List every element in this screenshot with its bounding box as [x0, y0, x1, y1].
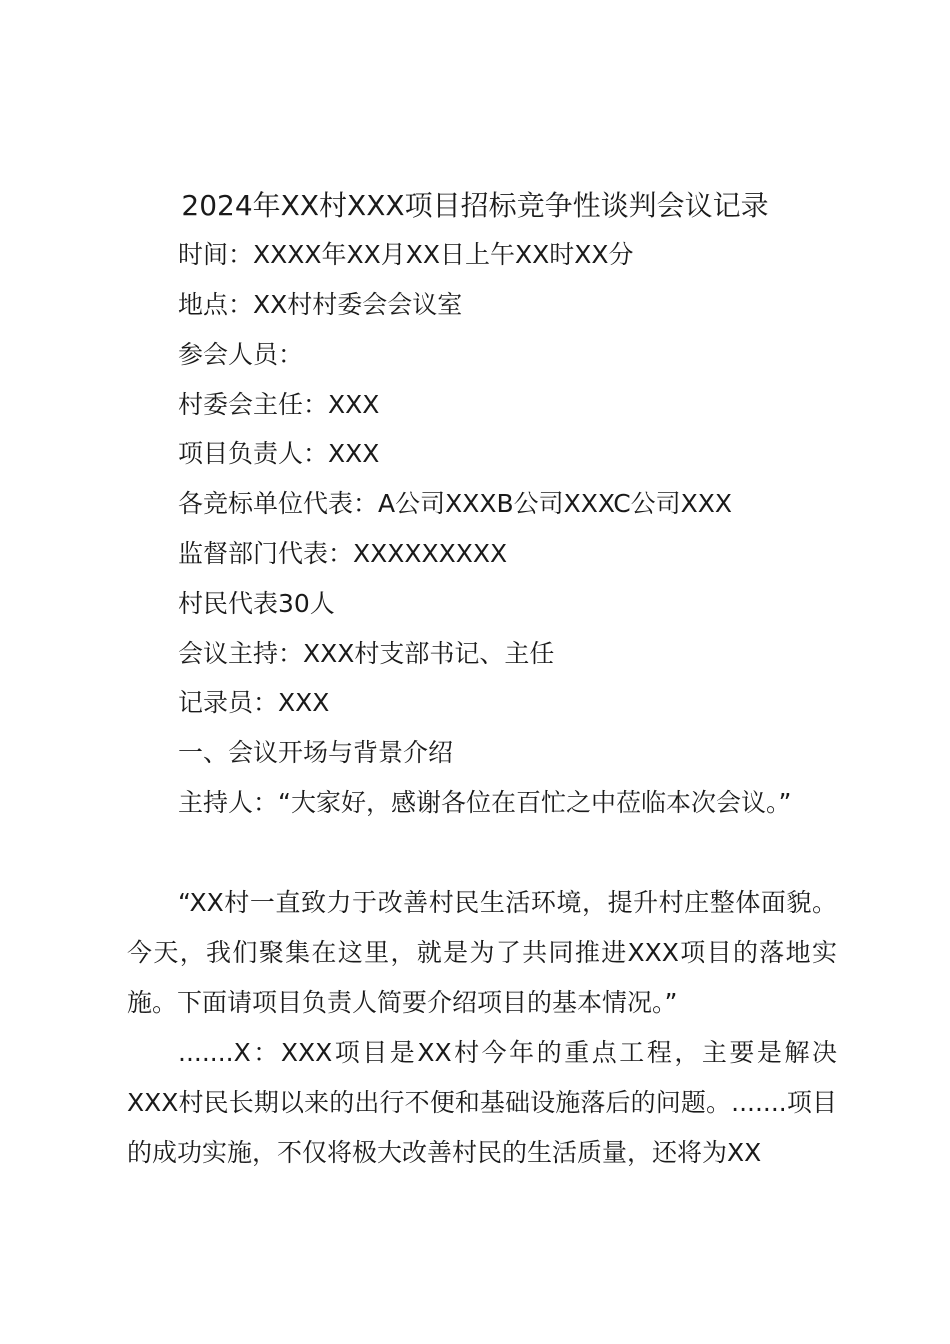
meta-attendees-heading: 参会人员：: [178, 340, 304, 369]
meta-village-director: 村委会主任：XXX: [178, 390, 380, 419]
meta-bidder-representatives: 各竞标单位代表：A公司XXXB公司XXXC公司XXX: [178, 489, 733, 518]
meta-project-lead: 项目负责人：XXX: [178, 439, 380, 468]
paragraph-project-overview: .......X：XXX项目是XX村今年的重点工程，主要是解决XXX村民长期以来的出行不便和基础设施落后的问题。.......项目的成功实施，不仅将极大改善村民的生活质量，还将为XX: [127, 1038, 837, 1167]
meta-location: 地点：XX村村委会会议室: [178, 290, 463, 319]
meta-supervision-representative: 监督部门代表：XXXXXXXXX: [178, 539, 508, 568]
document-title: 2024年XX村XXX项目招标竞争性谈判会议记录: [181, 189, 769, 222]
meta-time: 时间：XXXX年XX月XX日上午XX时XX分: [178, 240, 634, 269]
meta-villager-representatives: 村民代表30人: [178, 589, 335, 618]
paragraph-host-intro: “XX村一直致力于改善村民生活环境，提升村庄整体面貌。今天，我们聚集在这里，就是为了共同推进XXX项目的落地实施。下面请项目负责人简要介绍项目的基本情况。”: [127, 888, 837, 1017]
section-heading-opening: 一、会议开场与背景介绍: [178, 738, 454, 767]
meta-host: 会议主持：XXX村支部书记、主任: [178, 639, 555, 668]
meta-recorder: 记录员：XXX: [178, 688, 330, 717]
paragraph-host-greeting: 主持人：“大家好，感谢各位在百忙之中莅临本次会议。”: [178, 788, 792, 817]
